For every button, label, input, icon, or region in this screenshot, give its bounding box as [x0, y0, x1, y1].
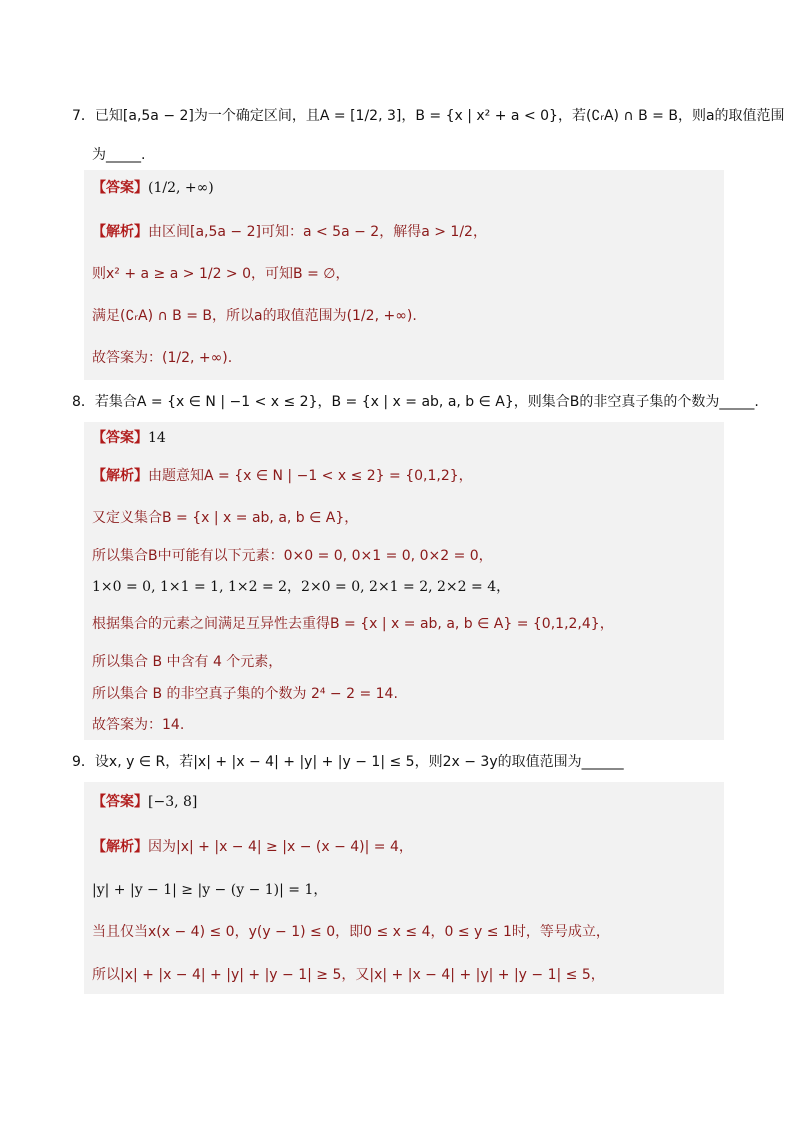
- q8-analysis-line-5: 根据集合的元素之间满足互异性去重得B = {x | x = ab, a, b ∈ A} = {0,1,2,4}，: [92, 616, 614, 632]
- question-9-stem: 9．设x, y ∈ R，若|x| + |x − 4| + |y| + |y − 1| ≤ 5，则2x − 3y的取值范围为______: [72, 754, 624, 770]
- q7-answer-line: [92, 178, 214, 198]
- analysis-tag: 【解析】: [92, 839, 148, 855]
- q9-answer: [−3, 8]: [148, 794, 198, 810]
- q8-analysis-line-2: 又定义集合B = {x | x = ab, a, b ∈ A}，: [92, 510, 359, 526]
- q8-analysis-line-8: 故答案为：14.: [92, 717, 185, 733]
- q9-analysis-line-3: 当且仅当x(x − 4) ≤ 0，y(y − 1) ≤ 0，即0 ≤ x ≤ 4，0 ≤ y ≤ 1时，等号成立，: [92, 924, 610, 940]
- q9-analysis-line-1: 【解析】因为|x| + |x − 4| ≥ |x − (x − 4)| = 4，: [92, 839, 413, 855]
- q7-analysis-line-4: 故答案为：(1/2, +∞).: [92, 350, 233, 366]
- answer-tag: 【答案】: [92, 794, 148, 810]
- q8-analysis-line-3: 所以集合B中可能有以下元素：0×0 = 0, 0×1 = 0, 0×2 = 0，: [92, 548, 493, 564]
- analysis-tag: 【解析】: [92, 468, 148, 484]
- q8-analysis-line-4: 1×0 = 0, 1×1 = 1, 1×2 = 2，2×0 = 0, 2×1 = 2, 2×2 = 4，: [92, 579, 511, 595]
- analysis-tag: 【解析】: [92, 224, 148, 240]
- q7-analysis-line-3: 满足(∁ᵣA) ∩ B = B，所以a的取值范围为(1/2, +∞).: [92, 308, 417, 324]
- q7-answer: (1/2, +∞): [148, 180, 214, 196]
- q8-analysis-line-7: 所以集合 B 的非空真子集的个数为 2⁴ − 2 = 14.: [92, 686, 398, 702]
- q8-analysis-line-6: 所以集合 B 中含有 4 个元素，: [92, 654, 283, 670]
- q8-analysis-line-1: 【解析】由题意知A = {x ∈ N | −1 < x ≤ 2} = {0,1,2}，: [92, 468, 473, 484]
- q9-analysis-line-4: 所以|x| + |x − 4| + |y| + |y − 1| ≥ 5，又|x| + |x − 4| + |y| + |y − 1| ≤ 5，: [92, 967, 605, 983]
- q7-analysis-line-2: 则x² + a ≥ a > 1/2 > 0，可知B = ∅，: [92, 266, 350, 282]
- q8-answer-line: [92, 428, 166, 448]
- question-7-stem: 7．已知[a,5a − 2]为一个确定区间，且A = [1/2, 3]，B = {x | x² + a < 0}，若(∁ᵣA) ∩ B = B，则a的取值范围: [72, 108, 785, 124]
- q7-analysis-line-1: 【解析】由区间[a,5a − 2]可知：a < 5a − 2，解得a > 1/2，: [92, 224, 487, 240]
- question-8-stem: 8．若集合A = {x ∈ N | −1 < x ≤ 2}，B = {x | x = ab, a, b ∈ A}，则集合B的非空真子集的个数为_____.: [72, 394, 759, 410]
- answer-tag: 【答案】: [92, 430, 148, 446]
- answer-tag: 【答案】: [92, 180, 148, 196]
- q9-analysis-line-2: |y| + |y − 1| ≥ |y − (y − 1)| = 1，: [92, 882, 328, 898]
- q8-answer: 14: [148, 430, 166, 446]
- question-7-stem-cont: 为_____.: [92, 147, 146, 163]
- q9-answer-line: [92, 792, 197, 812]
